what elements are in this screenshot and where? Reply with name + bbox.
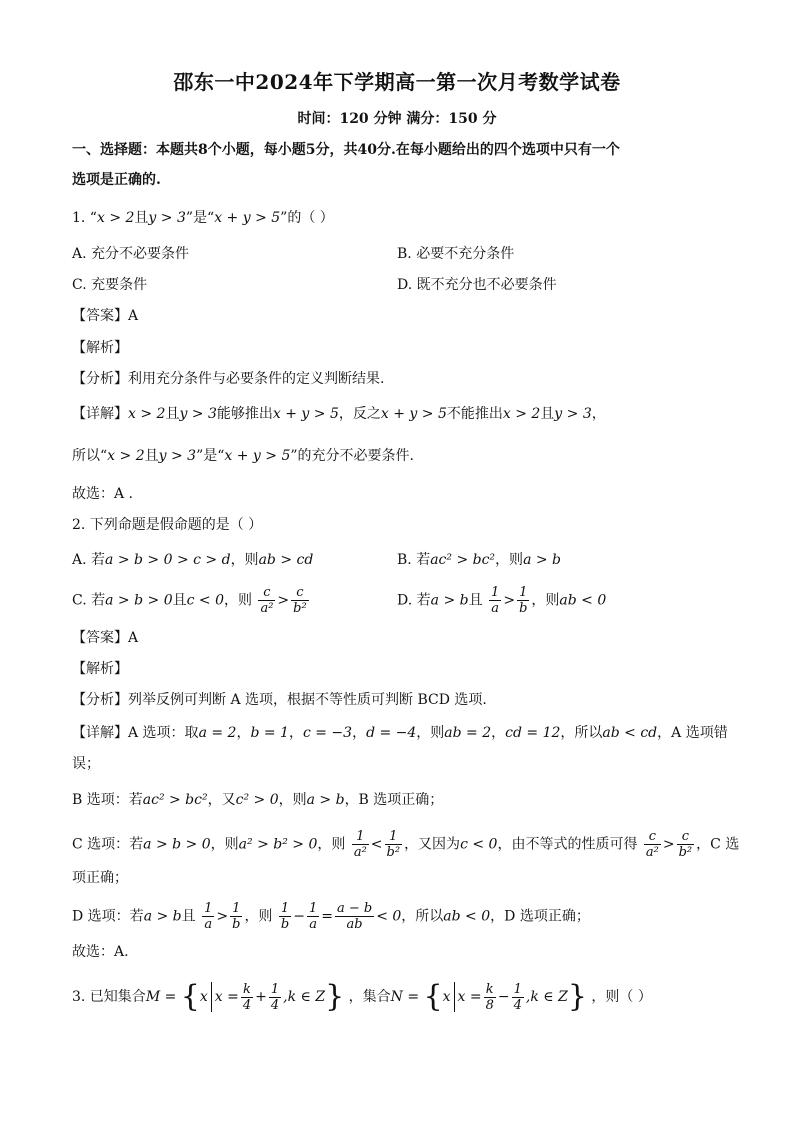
q1-choice: 故选：A . (72, 486, 134, 502)
section-heading-line1: 一、选择题：本题共8个小题，每小题5分，共40分.在每小题给出的四个选项中只有一个 (72, 142, 620, 158)
q1-stem: 1. “x > 2且y > 3”是“x + y > 5”的（ ） (72, 210, 334, 226)
exam-title: 邵东一中2024年下学期高一第一次月考数学试卷 (173, 70, 621, 94)
section-heading-line2: 选项是正确的. (72, 172, 161, 188)
q2-choice: 故选：A. (72, 944, 129, 960)
q2-answer: 【答案】A (72, 630, 139, 646)
q1-fenxi: 【分析】利用充分条件与必要条件的定义判断结果. (72, 371, 385, 387)
q3-stem: 3. 已知集合M = {x x = $\frac{k}{4}$ + $\frac{1}{4}$ ,k ∈ Z} ，集合N = {x x = $\frac{k}{8}$ − $\frac{1}{4}$ ,k ∈ Z} ，则（ ） (72, 979, 652, 1014)
q1-option-c: C. 充要条件 (72, 277, 148, 293)
q1-detail-line2: 所以“x > 2且y > 3”是“x + y > 5”的充分不必要条件. (72, 448, 414, 464)
q1-detail-line1: 【详解】x > 2且y > 3能够推出x + y > 5，反之x + y > 5不能推出x > 2且y > 3， (72, 406, 606, 422)
q2-detail-d: D 选项：若a > b且 $\frac{1}{a}$ > $\frac{1}{b}$ ，则 $\frac{1}{b}$ − $\frac{1}{a}$ = $\frac{a - b}{ab}$ < 0，所以ab < 0，D 选项正确； (72, 901, 590, 932)
exam-subtitle: 时间：120 分钟 满分：150 分 (297, 111, 497, 127)
q2-stem: 2. 下列命题是假命题的是（ ） (72, 517, 263, 533)
q1-option-a: A. 充分不必要条件 (72, 246, 190, 262)
q1-option-b: B. 必要不充分条件 (397, 246, 515, 262)
q2-detail-c: C 选项：若a > b > 0，则a² > b² > 0，则 $\frac{1}{\text{a²}}$ < $\frac{1}{\text{b²}}$ ，又因为c < 0，由不等式的性质可得 $\frac{c}{\text{a²}}$ > $\frac{c}{\text{b²}}$ ，C 选 (72, 829, 740, 860)
q1-answer: 【答案】A (72, 308, 139, 324)
q2-detail-a-cont: 误； (72, 756, 100, 772)
q2-option-b: B. 若ac² > bc²，则a > b (397, 552, 562, 568)
q1-analysis-label: 【解析】 (72, 340, 128, 356)
q2-option-a: A. 若a > b > 0 > c > d，则ab > cd (72, 552, 314, 568)
q2-option-c: C. 若a > b > 0且c < 0，则 $\frac{c}{\text{a²}}$ > $\frac{c}{\text{b²}}$ (72, 585, 307, 616)
q2-fenxi: 【分析】列举反例可判断 A 选项，根据不等性质可判断 BCD 选项. (72, 692, 487, 708)
q1-option-d: D. 既不充分也不必要条件 (397, 277, 557, 293)
q2-detail-b: B 选项：若ac² > bc²，又c² > 0，则a > b，B 选项正确； (72, 792, 444, 808)
q2-detail-a: 【详解】A 选项：取a = 2，b = 1，c = −3，d = −4，则ab = 2，cd = 12，所以ab < cd，A 选项错 (72, 725, 728, 741)
q2-option-d: D. 若a > b且 $\frac{1}{a}$ > $\frac{1}{b}$ ，则ab < 0 (397, 585, 607, 616)
q2-analysis-label: 【解析】 (72, 661, 128, 677)
q2-detail-c-cont: 项正确； (72, 870, 128, 886)
